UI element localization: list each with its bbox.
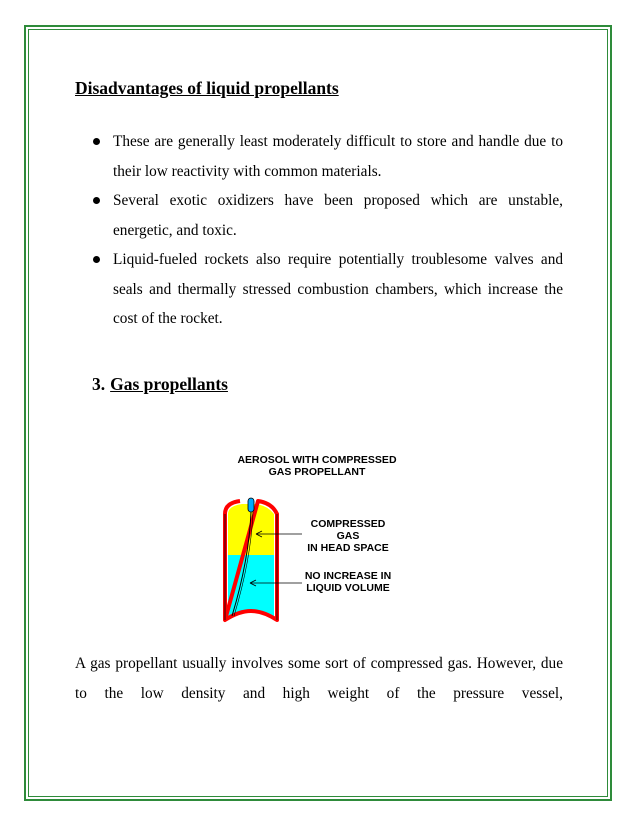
label-line: LIQUID VOLUME (306, 582, 390, 594)
figure-title (206, 454, 428, 478)
section-heading-disadvantages: Disadvantages of liquid propellants (75, 78, 339, 98)
label-compressed-gas (298, 518, 398, 554)
label-liquid-volume (298, 570, 398, 594)
valve-stem (248, 498, 254, 512)
section-heading-gas-propellants (92, 374, 228, 395)
section-number: 3. (92, 374, 106, 394)
list-item: Liquid-fueled rockets also require potentially troublesome valves and seals and thermally stressed combustion chambers, which increase the cost of the rocket. (92, 245, 563, 334)
body-paragraph: A gas propellant usually involves some sort of compressed gas. However, due to the low density and high weight of the pressure vessel, (75, 655, 563, 702)
list-item: Several exotic oxidizers have been proposed which are unstable, energetic, and toxic. (92, 186, 563, 245)
disadvantages-list (92, 127, 563, 334)
list-item: These are generally least moderately difficult to store and handle due to their low reactivity with common materials. (92, 127, 563, 186)
label-line: IN HEAD SPACE (307, 542, 389, 554)
label-line: COMPRESSED GAS (310, 518, 386, 542)
figure-title-line: AEROSOL WITH COMPRESSED (237, 454, 397, 466)
figure-title-line: GAS PROPELLANT (268, 466, 366, 478)
section-title: Gas propellants (110, 374, 228, 394)
label-line: NO INCREASE IN (304, 570, 392, 582)
aerosol-figure (206, 450, 436, 630)
